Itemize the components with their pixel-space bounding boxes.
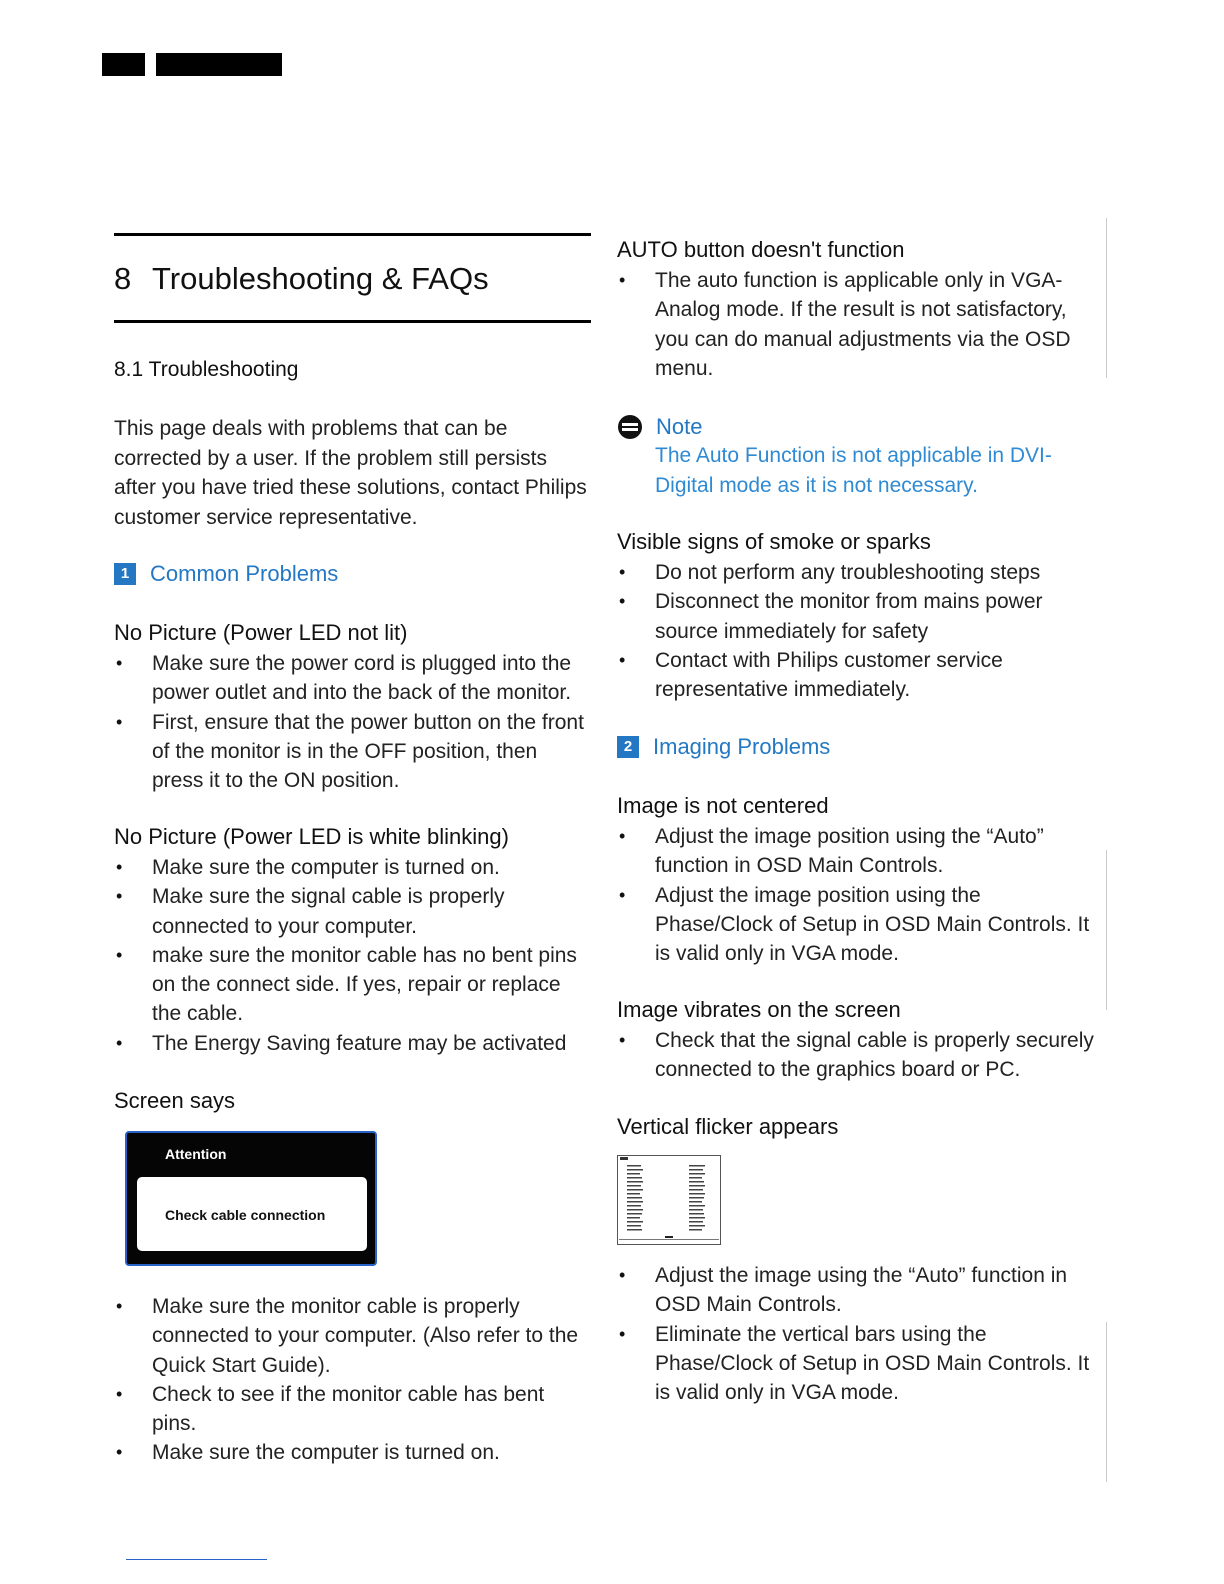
list-item: • Disconnect the monitor from mains power source immediately for safety — [617, 587, 1097, 646]
osd-message: Check cable connection — [165, 1207, 326, 1223]
list-item: • Check to see if the monitor cable has bent pins. — [114, 1380, 594, 1439]
section-imaging-problems — [617, 734, 830, 760]
solution-list — [617, 822, 1097, 968]
list-item: • Contact with Philips customer service representative immediately. — [617, 646, 1097, 705]
list-item: • Eliminate the vertical bars using the Phase/Clock of Setup in OSD Main Controls. It is valid only in VGA mode. — [617, 1320, 1097, 1408]
footer-rule — [126, 1559, 267, 1560]
section-title: Imaging Problems — [653, 734, 831, 759]
osd-attention-box — [125, 1131, 377, 1266]
list-item: • Adjust the image position using the Phase/Clock of Setup in OSD Main Controls. It is valid only in VGA mode. — [617, 881, 1097, 969]
header-tab-block — [102, 53, 145, 76]
list-item: • Make sure the computer is turned on. — [114, 853, 594, 882]
problem-heading: Visible signs of smoke or sparks — [617, 529, 931, 554]
list-item: • make sure the monitor cable has no bent pins on the connect side. If yes, repair or replace the cable. — [114, 941, 594, 1029]
chapter-bottom-rule — [114, 320, 591, 323]
chapter-title-text: Troubleshooting & FAQs — [152, 261, 489, 296]
note-heading — [617, 414, 702, 440]
list-item: • First, ensure that the power button on the front of the monitor is in the OFF position, then press it to the ON position. — [114, 708, 594, 796]
list-item: • Make sure the monitor cable is properly connected to your computer. (Also refer to the Quick Start Guide). — [114, 1292, 594, 1380]
section-number-badge: 2 — [617, 736, 639, 758]
solution-list — [617, 266, 1097, 383]
problem-heading: Screen says — [114, 1088, 236, 1113]
problem-heading: Vertical flicker appears — [617, 1114, 839, 1139]
header-tab-bar — [156, 53, 282, 76]
list-item: • The auto function is applicable only in VGA-Analog mode. If the result is not satisfactory, you can do manual adjustments via the OSD menu. — [617, 266, 1097, 383]
subsection-title: 8.1 Troubleshooting — [114, 358, 299, 381]
list-item: • Make sure the signal cable is properly connected to your computer. — [114, 882, 594, 941]
section-number-badge: 1 — [114, 563, 136, 585]
list-item: • Adjust the image position using the “Auto” function in OSD Main Controls. — [617, 822, 1097, 881]
margin-rule — [1106, 1322, 1107, 1482]
intro-paragraph: This page deals with problems that can be corrected by a user. If the problem still persists after you have tried these solutions, contact Philips customer service representative. — [114, 417, 587, 529]
chapter-title — [114, 261, 489, 297]
osd-title: Attention — [165, 1146, 227, 1162]
list-item: • Do not perform any troubleshooting steps — [617, 558, 1097, 587]
list-item: • Make sure the power cord is plugged into the power outlet and into the back of the monitor. — [114, 649, 594, 708]
problem-heading: Image vibrates on the screen — [617, 997, 901, 1022]
list-item: • The Energy Saving feature may be activated — [114, 1029, 594, 1058]
flicker-screen-image — [617, 1155, 721, 1245]
section-common-problems — [114, 561, 338, 587]
list-item: • Make sure the computer is turned on. — [114, 1438, 594, 1467]
problem-heading: No Picture (Power LED is white blinking) — [114, 824, 509, 849]
note-text: The Auto Function is not applicable in DVI-Digital mode as it is not necessary. — [655, 444, 1052, 497]
solution-list — [114, 649, 594, 795]
solution-list — [617, 1261, 1097, 1407]
section-title: Common Problems — [150, 561, 339, 586]
note-icon — [617, 414, 643, 440]
problem-heading: No Picture (Power LED not lit) — [114, 620, 408, 645]
problem-heading: AUTO button doesn't function — [617, 237, 905, 262]
solution-list — [617, 558, 1097, 704]
margin-rule — [1106, 850, 1107, 1010]
note-label: Note — [656, 414, 703, 439]
solution-list — [114, 1292, 594, 1468]
solution-list — [617, 1026, 1097, 1085]
margin-rule — [1106, 218, 1107, 378]
problem-heading: Image is not centered — [617, 793, 829, 818]
list-item: • Check that the signal cable is properly securely connected to the graphics board or PC. — [617, 1026, 1097, 1085]
osd-message-panel — [137, 1177, 367, 1251]
list-item: • Adjust the image using the “Auto” function in OSD Main Controls. — [617, 1261, 1097, 1320]
chapter-number: 8 — [114, 261, 132, 296]
solution-list — [114, 853, 594, 1058]
chapter-top-rule — [114, 233, 591, 236]
